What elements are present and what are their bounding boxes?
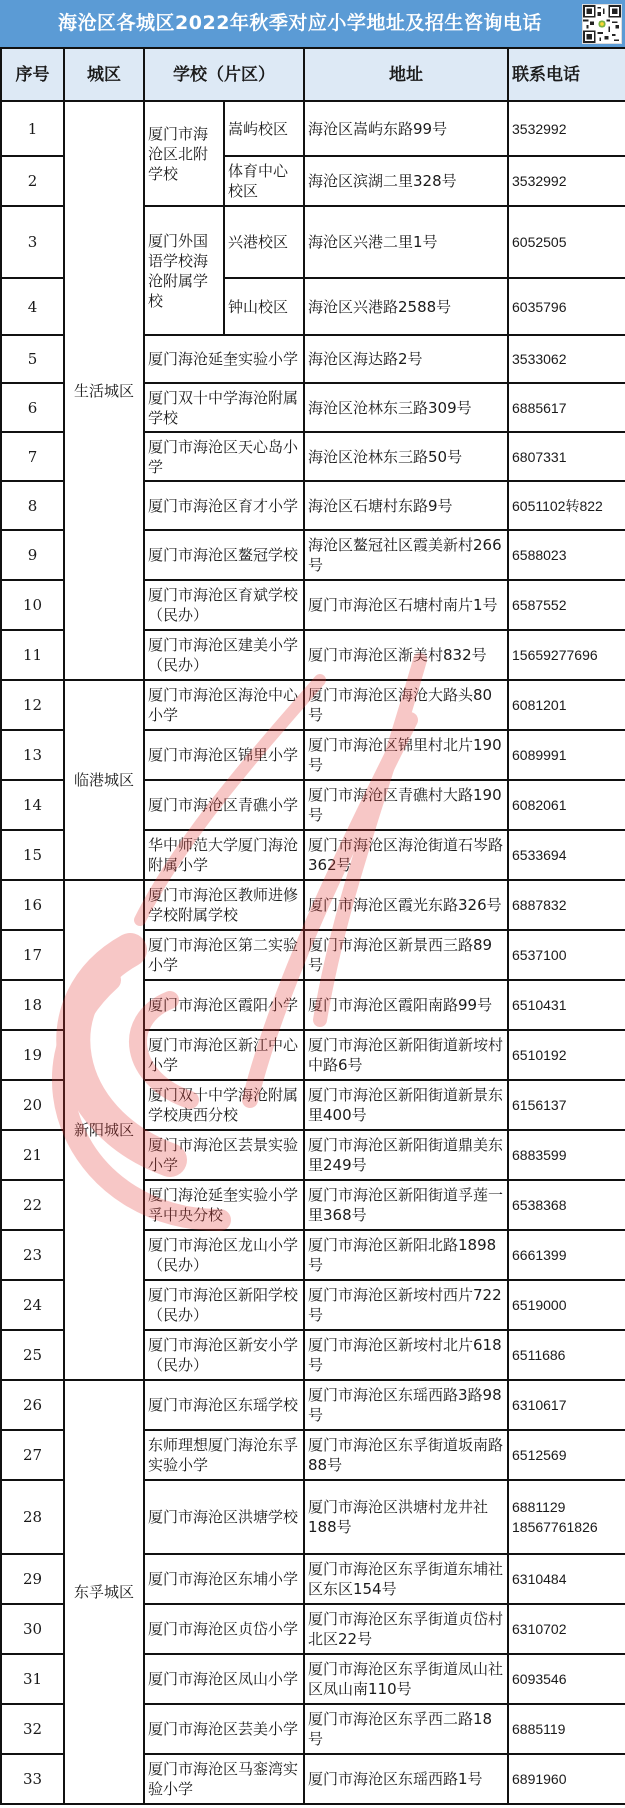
- school-cell: 厦门双十中学海沧附属学校庚西分校: [144, 1080, 304, 1130]
- phone-cell: 6093546: [508, 1654, 625, 1704]
- phone-cell: 3533062: [508, 335, 625, 383]
- seq-cell: 21: [1, 1130, 64, 1180]
- qr-code-icon: [582, 4, 622, 44]
- address-cell: 海沧区沧林东三路50号: [304, 432, 508, 481]
- seq-cell: 10: [1, 580, 64, 630]
- table-row: [1, 101, 625, 156]
- phone-cell: 6082061: [508, 780, 625, 830]
- school-cell: 厦门市海沧区鳌冠学校: [144, 530, 304, 580]
- address-cell: 厦门市海沧区锦里村北片190号: [304, 730, 508, 780]
- phone-cell: 6510431: [508, 980, 625, 1030]
- school-cell: 厦门市海沧区育才小学: [144, 481, 304, 530]
- seq-cell: 26: [1, 1380, 64, 1430]
- phone-cell: 6051102转822: [508, 481, 625, 530]
- seq-cell: 15: [1, 830, 64, 880]
- seq-cell: 18: [1, 980, 64, 1030]
- school-cell: 厦门市海沧区洪塘学校: [144, 1480, 304, 1554]
- school-cell: 厦门市海沧区马銮湾实验小学: [144, 1754, 304, 1804]
- seq-cell: 33: [1, 1754, 64, 1804]
- school-cell: 东师理想厦门海沧东孚实验小学: [144, 1430, 304, 1480]
- address-cell: 厦门市海沧区东孚西二路18号: [304, 1704, 508, 1754]
- phone-cell: 6588023: [508, 530, 625, 580]
- school-cell: 厦门市海沧区锦里小学: [144, 730, 304, 780]
- seq-cell: 25: [1, 1330, 64, 1380]
- school-cell: 厦门市海沧区海沧中心小学: [144, 680, 304, 730]
- phone-cell: 15659277696: [508, 630, 625, 680]
- school-cell: 华中师范大学厦门海沧附属小学: [144, 830, 304, 880]
- phone-cell: 6885119: [508, 1704, 625, 1754]
- address-cell: 海沧区滨湖二里328号: [304, 156, 508, 206]
- address-cell: 厦门市海沧区青礁村大路190号: [304, 780, 508, 830]
- page-title: 海沧区各城区2022年秋季对应小学地址及招生咨询电话: [58, 12, 542, 34]
- phone-cell: 6891960: [508, 1754, 625, 1804]
- address-cell: 厦门市海沧区新阳街道鼎美东里249号: [304, 1130, 508, 1180]
- address-cell: 厦门市海沧区新阳街道孚莲一里368号: [304, 1180, 508, 1230]
- school-cell: 厦门市海沧区东埔小学: [144, 1554, 304, 1604]
- phone-cell: 6807331: [508, 432, 625, 481]
- phone-cell: 6310617: [508, 1380, 625, 1430]
- district-cell: 生活城区: [64, 101, 144, 680]
- seq-cell: 22: [1, 1180, 64, 1230]
- seq-cell: 20: [1, 1080, 64, 1130]
- district-cell: 东孚城区: [64, 1380, 144, 1804]
- address-cell: 厦门市海沧区洪塘村龙井社188号: [304, 1480, 508, 1554]
- seq-cell: 12: [1, 680, 64, 730]
- district-cell: 临港城区: [64, 680, 144, 880]
- seq-cell: 19: [1, 1030, 64, 1080]
- address-cell: 海沧区鳌冠社区霞美新村266号: [304, 530, 508, 580]
- school-cell: 厦门市海沧区凤山小学: [144, 1654, 304, 1704]
- address-cell: 厦门市海沧区东瑶西路3路98号: [304, 1380, 508, 1430]
- address-cell: 厦门市海沧区东孚街道贞岱村北区22号: [304, 1604, 508, 1654]
- school-cell: 厦门市海沧区贞岱小学: [144, 1604, 304, 1654]
- header-address: 地址: [304, 48, 508, 101]
- address-cell: 厦门市海沧区渐美村832号: [304, 630, 508, 680]
- address-cell: 厦门市海沧区新景西三路89号: [304, 930, 508, 980]
- campus-cell: 嵩屿校区: [224, 101, 304, 156]
- school-cell: 厦门市海沧区东瑶学校: [144, 1380, 304, 1430]
- seq-cell: 16: [1, 880, 64, 930]
- address-cell: 海沧区石塘村东路9号: [304, 481, 508, 530]
- address-cell: 厦门市海沧区东孚街道东埔社区东区154号: [304, 1554, 508, 1604]
- seq-cell: 11: [1, 630, 64, 680]
- phone-cell: 6052505: [508, 206, 625, 278]
- address-cell: 厦门市海沧区石塘村南片1号: [304, 580, 508, 630]
- seq-cell: 4: [1, 278, 64, 335]
- seq-cell: 2: [1, 156, 64, 206]
- phone-cell: 6035796: [508, 278, 625, 335]
- address-cell: 厦门市海沧区海沧大路头80号: [304, 680, 508, 730]
- phone-line-2: 18567761826: [512, 1519, 598, 1535]
- school-cell: 厦门市海沧区育斌学校（民办）: [144, 580, 304, 630]
- district-cell: 新阳城区: [64, 880, 144, 1380]
- phone-cell: 6310484: [508, 1554, 625, 1604]
- phone-cell: 6885617: [508, 383, 625, 432]
- school-cell: 厦门市海沧区芸景实验小学: [144, 1130, 304, 1180]
- seq-cell: 9: [1, 530, 64, 580]
- seq-cell: 7: [1, 432, 64, 481]
- header-school: 学校（片区）: [144, 48, 304, 101]
- campus-cell: 体育中心校区: [224, 156, 304, 206]
- phone-cell: 6089991: [508, 730, 625, 780]
- phone-cell: 6512569: [508, 1430, 625, 1480]
- phone-cell: 6661399: [508, 1230, 625, 1280]
- seq-cell: 30: [1, 1604, 64, 1654]
- phone-cell: 6511686: [508, 1330, 625, 1380]
- phone-cell: 6538368: [508, 1180, 625, 1230]
- header-phone: 联系电话: [508, 48, 625, 101]
- seq-cell: 5: [1, 335, 64, 383]
- school-cell: 厦门市海沧区天心岛小学: [144, 432, 304, 481]
- seq-cell: 24: [1, 1280, 64, 1330]
- group-school-cell: 厦门外国语学校海沧附属学校: [144, 206, 224, 335]
- phone-cell: 6887832: [508, 880, 625, 930]
- seq-cell: 8: [1, 481, 64, 530]
- school-cell: 厦门海沧延奎实验小学: [144, 335, 304, 383]
- address-cell: 海沧区兴港二里1号: [304, 206, 508, 278]
- seq-cell: 27: [1, 1430, 64, 1480]
- address-cell: 海沧区兴港路2588号: [304, 278, 508, 335]
- phone-cell: 6519000: [508, 1280, 625, 1330]
- seq-cell: 32: [1, 1704, 64, 1754]
- school-table: [0, 47, 625, 1805]
- seq-cell: 23: [1, 1230, 64, 1280]
- seq-cell: 17: [1, 930, 64, 980]
- address-cell: 厦门市海沧区东瑶西路1号: [304, 1754, 508, 1804]
- address-cell: 海沧区沧林东三路309号: [304, 383, 508, 432]
- address-cell: 厦门市海沧区新阳街道新景东里400号: [304, 1080, 508, 1130]
- table-row: [1, 880, 625, 930]
- phone-line-1: 6881129: [512, 1499, 566, 1515]
- school-cell: 厦门市海沧区建美小学（民办）: [144, 630, 304, 680]
- phone-cell: 6587552: [508, 580, 625, 630]
- address-cell: 厦门市海沧区霞阳南路99号: [304, 980, 508, 1030]
- phone-cell: [508, 1480, 625, 1554]
- seq-cell: 28: [1, 1480, 64, 1554]
- school-cell: 厦门市海沧区教师进修学校附属学校: [144, 880, 304, 930]
- school-cell: 厦门市海沧区青礁小学: [144, 780, 304, 830]
- address-cell: 海沧区海达路2号: [304, 335, 508, 383]
- phone-cell: 3532992: [508, 101, 625, 156]
- phone-cell: 6533694: [508, 830, 625, 880]
- address-cell: 厦门市海沧区新阳街道新垵村中路6号: [304, 1030, 508, 1080]
- campus-cell: 兴港校区: [224, 206, 304, 278]
- seq-cell: 13: [1, 730, 64, 780]
- phone-cell: 6883599: [508, 1130, 625, 1180]
- school-cell: 厦门市海沧区芸美小学: [144, 1704, 304, 1754]
- table-row: [1, 1380, 625, 1430]
- seq-cell: 31: [1, 1654, 64, 1704]
- phone-cell: 3532992: [508, 156, 625, 206]
- header-district: 城区: [64, 48, 144, 101]
- phone-cell: 6510192: [508, 1030, 625, 1080]
- school-cell: 厦门市海沧区新安小学（民办）: [144, 1330, 304, 1380]
- address-cell: 厦门市海沧区东孚街道坂南路88号: [304, 1430, 508, 1480]
- seq-cell: 1: [1, 101, 64, 156]
- phone-cell: 6310702: [508, 1604, 625, 1654]
- school-cell: 厦门市海沧区新阳学校（民办）: [144, 1280, 304, 1330]
- table-header-row: [1, 48, 625, 101]
- school-cell: 厦门市海沧区新江中心小学: [144, 1030, 304, 1080]
- address-cell: 海沧区嵩屿东路99号: [304, 101, 508, 156]
- address-cell: 厦门市海沧区东孚街道凤山社区凤山南110号: [304, 1654, 508, 1704]
- phone-cell: 6081201: [508, 680, 625, 730]
- seq-cell: 14: [1, 780, 64, 830]
- address-cell: 厦门市海沧区霞光东路326号: [304, 880, 508, 930]
- school-cell: 厦门市海沧区龙山小学（民办）: [144, 1230, 304, 1280]
- address-cell: 厦门市海沧区新垵村西片722号: [304, 1280, 508, 1330]
- address-cell: 厦门市海沧区新阳北路1898号: [304, 1230, 508, 1280]
- campus-cell: 钟山校区: [224, 278, 304, 335]
- group-school-cell: 厦门市海沧区北附学校: [144, 101, 224, 206]
- school-cell: 厦门双十中学海沧附属学校: [144, 383, 304, 432]
- seq-cell: 3: [1, 206, 64, 278]
- phone-cell: 6537100: [508, 930, 625, 980]
- address-cell: 厦门市海沧区海沧街道石岑路362号: [304, 830, 508, 880]
- school-cell: 厦门市海沧区第二实验小学: [144, 930, 304, 980]
- address-cell: 厦门市海沧区新垵村北片618号: [304, 1330, 508, 1380]
- table-row: [1, 680, 625, 730]
- seq-cell: 29: [1, 1554, 64, 1604]
- phone-cell: 6156137: [508, 1080, 625, 1130]
- header-seq: 序号: [1, 48, 64, 101]
- school-cell: 厦门海沧延奎实验小学孚中央分校: [144, 1180, 304, 1230]
- title-bar: [0, 0, 625, 47]
- school-cell: 厦门市海沧区霞阳小学: [144, 980, 304, 1030]
- seq-cell: 6: [1, 383, 64, 432]
